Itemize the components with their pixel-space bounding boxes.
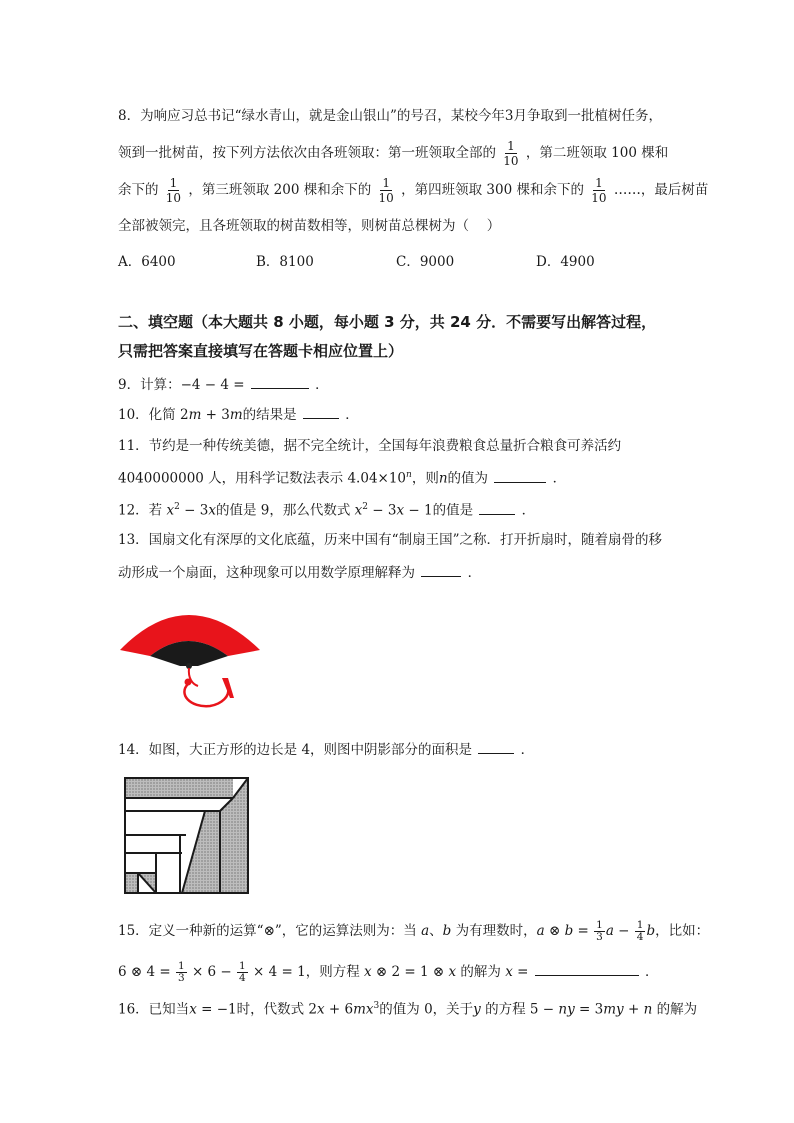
q8-option-b[interactable]: B．8100 <box>256 254 314 270</box>
answer-blank[interactable] <box>421 562 461 577</box>
fraction-one-tenth: $\frac{1}{10}$ <box>378 176 394 205</box>
q8-line2: 领到一批树苗，按下列方法依次由各班领取：第一班领取全部的 $\frac{1}{10}$ ，第二班领取 100 棵和 <box>118 139 669 168</box>
answer-blank[interactable] <box>535 961 639 976</box>
section-heading-line1: 二、填空题（本大题共 8 小题，每小题 3 分，共 24 分．不需要写出解答过程， <box>118 313 657 331</box>
q15-line2: 6 ⊗ 4 = $\frac{1}{3}$ × 6 − $\frac{1}{4}$ × 4 = 1，则方程 x ⊗ 2 = 1 ⊗ x 的解为 x = ． <box>118 960 659 984</box>
q9: 9．计算：−4 − 4 = ． <box>118 374 329 395</box>
q15-line1: 15．定义一种新的运算“⊗”，它的运算法则为：当 a、b 为有理数时，a ⊗ b = $\frac{1}{3}$ a − $\frac{1}{4}$ b，比如： <box>118 919 710 943</box>
fraction-one-tenth: $\frac{1}{10}$ <box>591 176 607 205</box>
q13-line2: 动形成一个扇面，这种现象可以用数学原理解释为 ． <box>118 562 481 583</box>
fraction-one-tenth: $\frac{1}{10}$ <box>165 176 182 205</box>
shaded-square-diagram <box>120 773 256 899</box>
answer-blank[interactable] <box>479 500 515 515</box>
q11-line2: 4040000000 人，用科学记数法表示 $4.04\times 10^n$，则n的值为 ． <box>118 465 566 489</box>
answer-blank[interactable] <box>494 468 546 483</box>
section-heading-line2: 只需把答案直接填写在答题卡相应位置上） <box>118 342 404 360</box>
q16: 16．已知当x = −1时，代数式 $2x + 6mx^3$的值为 0，关于y 的方程 5 − ny = 3my + n 的解为 <box>118 1001 698 1018</box>
q8-option-c[interactable]: C．9000 <box>396 254 455 270</box>
answer-blank[interactable] <box>478 739 514 754</box>
q13-line1: 13．国扇文化有深厚的文化底蕴，历来中国有“制扇王国”之称．打开折扇时，随着扇骨的移 <box>118 532 662 548</box>
q14: 14．如图，大正方形的边长是 4，则图中阴影部分的面积是 ． <box>118 739 534 760</box>
q10: 10．化简 2m + 3m的结果是 ． <box>118 404 359 425</box>
q8-line1: 8．为响应习总书记“绿水青山，就是金山银山”的号召，某校今年3月争取到一批植树任务， <box>118 108 662 124</box>
answer-blank[interactable] <box>303 404 339 419</box>
answer-blank[interactable] <box>251 374 309 389</box>
fraction-one-tenth: $\frac{1}{10}$ <box>503 139 519 168</box>
folding-fan-image <box>118 598 263 712</box>
q12: 12．若 $x^2 - 3x$的值是 9，那么代数式 $x^2 - 3x - 1$的值是 ． <box>118 497 535 521</box>
q8-line3: 余下的 $\frac{1}{10}$ ，第三班领取 200 棵和余下的 $\frac{1}{10}$ ，第四班领取 300 棵和余下的 $\frac{1}{10}$ ……，最后树苗 <box>118 176 709 205</box>
q8-option-d[interactable]: D．4900 <box>536 254 595 270</box>
q11-line1: 11．节约是一种传统美德，据不完全统计，全国每年浪费粮食总量折合粮食可养活约 <box>118 438 622 454</box>
q8-line4: 全部被领完，且各班领取的树苗数相等，则树苗总棵树为（ ） <box>118 218 501 234</box>
q8-option-a[interactable]: A．6400 <box>118 254 176 270</box>
